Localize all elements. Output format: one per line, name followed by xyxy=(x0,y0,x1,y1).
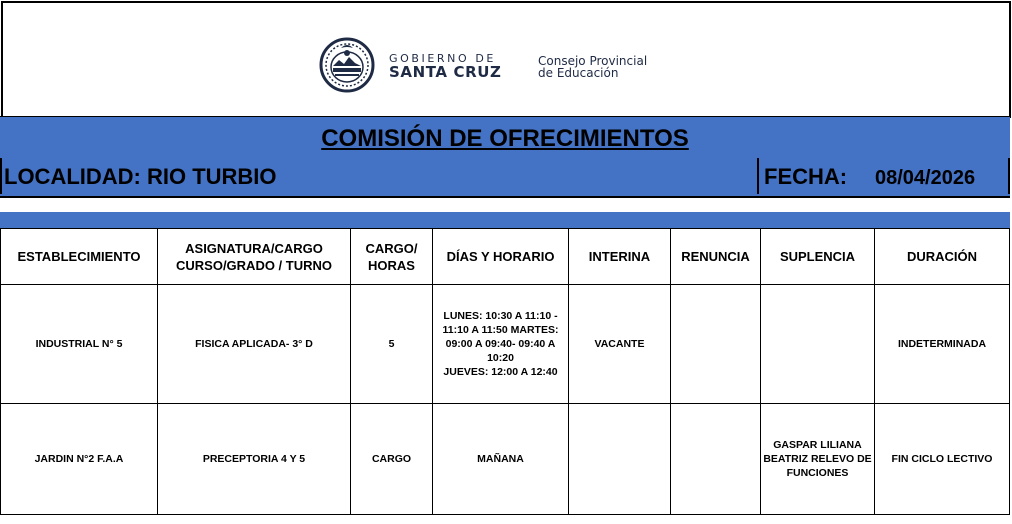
col-header-dias-horario: DÍAS Y HORARIO xyxy=(433,229,569,285)
horario-line: LUNES: 10:30 A 11:10 - xyxy=(443,310,558,322)
cell-duracion: FIN CICLO LECTIVO xyxy=(875,404,1010,515)
cell-interina xyxy=(569,404,671,515)
band-divider xyxy=(1008,158,1010,194)
cell-cargo-horas: 5 xyxy=(351,285,433,404)
fecha-value: 08/04/2026 xyxy=(875,167,976,189)
col-header-renuncia: RENUNCIA xyxy=(671,229,761,285)
col-header-suplencia: SUPLENCIA xyxy=(761,229,875,285)
suplencia-line: BEATRIZ RELEVO DE xyxy=(763,453,872,465)
cell-renuncia xyxy=(671,404,761,515)
header-logo-box xyxy=(1,1,1011,118)
cell-dias-horario xyxy=(433,285,569,404)
santa-cruz-text: SANTA CRUZ xyxy=(389,63,502,81)
cell-establecimiento: JARDIN N°2 F.A.A xyxy=(1,404,158,515)
col-header-duracion: DURACIÓN xyxy=(875,229,1010,285)
cell-dias-horario xyxy=(433,404,569,515)
horario-line: JUEVES: 12:00 A 12:40 xyxy=(443,366,558,378)
consejo-provincial-text: Consejo Provincial xyxy=(538,54,648,68)
col-header-establecimiento: ESTABLECIMIENTO xyxy=(1,229,158,285)
horario-line: 09:00 A 09:40- 09:40 A 10:20 xyxy=(445,338,556,364)
col-header-cargo-horas: CARGO/ HORAS xyxy=(351,229,433,285)
de-educacion-text: de Educación xyxy=(538,66,619,80)
cell-cargo-horas: CARGO xyxy=(351,404,433,515)
fecha-label: FECHA: xyxy=(764,164,848,189)
title-band xyxy=(0,116,1010,160)
horario-line: 11:10 A 11:50 MARTES: xyxy=(442,324,559,336)
table-row xyxy=(1,404,1010,515)
table-header-row xyxy=(1,229,1010,285)
cell-suplencia xyxy=(761,404,875,515)
cell-asignatura: PRECEPTORIA 4 Y 5 xyxy=(158,404,351,515)
suplencia-line: FUNCIONES xyxy=(786,467,849,479)
cell-renuncia xyxy=(671,285,761,404)
table-row xyxy=(1,285,1010,404)
localidad-text: LOCALIDAD: RIO TURBIO xyxy=(4,164,277,189)
provincial-seal-icon xyxy=(319,36,375,94)
cell-suplencia xyxy=(761,285,875,404)
cell-interina: VACANTE xyxy=(569,285,671,404)
page-title: COMISIÓN DE OFRECIMIENTOS xyxy=(321,125,689,152)
gobierno-de-text: GOBIERNO DE xyxy=(389,52,496,65)
ofrecimientos-table xyxy=(0,228,1010,515)
cell-asignatura: FISICA APLICADA- 3° D xyxy=(158,285,351,404)
col-header-interina: INTERINA xyxy=(569,229,671,285)
horario-line: MAÑANA xyxy=(477,453,524,465)
localidad-cell xyxy=(0,158,759,194)
government-logo xyxy=(319,36,669,96)
blue-divider-stripe xyxy=(0,212,1010,228)
suplencia-line: GASPAR LILIANA xyxy=(773,439,862,451)
cell-establecimiento: INDUSTRIAL N° 5 xyxy=(1,285,158,404)
cell-duracion: INDETERMINADA xyxy=(875,285,1010,404)
localidad-band xyxy=(0,158,1010,198)
col-header-asignatura: ASIGNATURA/CARGO CURSO/GRADO / TURNO xyxy=(158,229,351,285)
